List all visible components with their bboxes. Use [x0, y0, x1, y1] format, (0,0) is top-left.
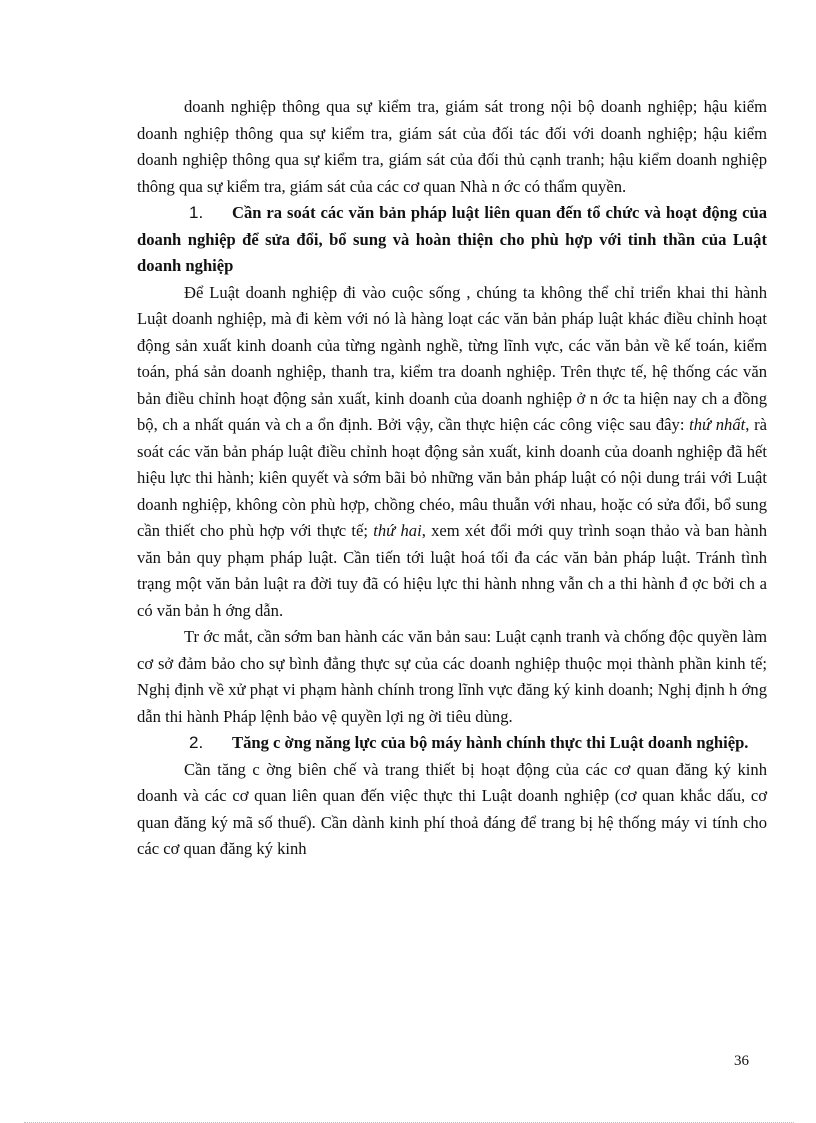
- paragraph-3: Cần tăng c ờng biên chế và trang thiết bị hoạt động của các cơ quan đăng ký kinh doanh và các cơ quan liên quan đến việc thực thi Luật doanh nghiệp (cơ quan khắc dấu, cơ quan đăng ký mã số thuế). Cần dành kinh phí thoả đáng để trang bị hệ thống máy vi tính cho các cơ quan đăng ký kinh: [137, 759, 767, 858]
- heading-1: [137, 200, 767, 280]
- paragraph-1-italic-2: thứ hai: [373, 521, 422, 540]
- heading-2-number: 2.: [189, 733, 204, 752]
- paragraph-1-part-2: , rà soát các văn bản pháp luật điều chỉnh hoạt động sản xuất, kinh doanh của doanh nghiệp đã hết hiệu lực thi hành; kiên quyết và sớm bãi bỏ những văn bản pháp luật có nội dung trái với Luật doanh nghiệp, không còn phù hợp, chồng chéo, mâu thuẫn với nhau, hoặc có sửa đổi, bổ sung cần thiết cho phù hợp với thực tế;: [137, 415, 767, 540]
- body-text: [137, 94, 767, 863]
- paragraph-1-part-1: Để Luật doanh nghiệp đi vào cuộc sống , chúng ta không thể chỉ triển khai thi hành Luật doanh nghiệp, mà đi kèm với nó là hàng loạt các văn bản pháp luật khác điều chỉnh hoạt động sản xuất kinh doanh của từng ngành nghề, từng lĩnh vực, các văn bản về kế toán, kiểm toán, phá sản doanh nghiệp, thanh tra, kiểm tra doanh nghiệp. Trên thực tế, hệ thống các văn bản điều chỉnh hoạt động sản xuất, kinh doanh của doanh nghiệp ở n ớc ta hiện nay ch a đồng bộ, ch a nhất quán và ch a ổn định. Bởi vậy, cần thực hiện các công việc sau đây:: [137, 282, 767, 434]
- heading-2: [137, 730, 767, 757]
- paragraph-2: Tr ớc mắt, cần sớm ban hành các văn bản sau: Luật cạnh tranh và chống độc quyền làm cơ sở đảm bảo cho sự bình đẳng thực sự của các doanh nghiệp thuộc mọi thành phần kinh tế; Nghị định về xử phạt vi phạm hành chính trong lĩnh vực đăng ký kinh doanh; Nghị định h ớng dẫn thi hành Pháp lệnh bảo vệ quyền lợi ng ời tiêu dùng.: [137, 627, 767, 726]
- paragraph-1-italic-1: thứ nhất: [689, 415, 746, 434]
- paragraph-intro: doanh nghiệp thông qua sự kiểm tra, giám sát trong nội bộ doanh nghiệp; hậu kiểm doanh nghiệp thông qua sự kiểm tra, giám sát của đối tác đối với doanh nghiệp; hậu kiểm doanh nghiệp thông qua sự kiểm tra, giám sát của đối thủ cạnh tranh; hậu kiểm doanh nghiệp thông qua sự kiểm tra, giám sát của các cơ quan Nhà n ớc có thẩm quyền.: [137, 97, 767, 196]
- paragraph-1-part-3: , xem xét đổi mới quy trình soạn thảo và ban hành văn bản quy phạm pháp luật. Cần tiến tới luật hoá tối đa các văn bản pháp luật. Tránh tình trạng một văn bản luật ra đời tuy đã có hiệu lực thi hành nhng vẫn ch a thi hành đ ợc bởi ch a có văn bản h ớng dẫn.: [137, 521, 767, 620]
- heading-1-number: 1.: [189, 203, 204, 222]
- page-number: 36: [734, 1053, 749, 1069]
- heading-2-text: Tăng c ờng năng lực của bộ máy hành chính thực thi Luật doanh nghiệp.: [232, 733, 749, 752]
- paragraph-1: [137, 280, 767, 625]
- heading-1-text: Cần ra soát các văn bản pháp luật liên quan đến tổ chức và hoạt động của doanh nghiệp để sửa đổi, bổ sung và hoàn thiện cho phù hợp với tinh thần của Luật doanh nghiệp: [137, 203, 767, 275]
